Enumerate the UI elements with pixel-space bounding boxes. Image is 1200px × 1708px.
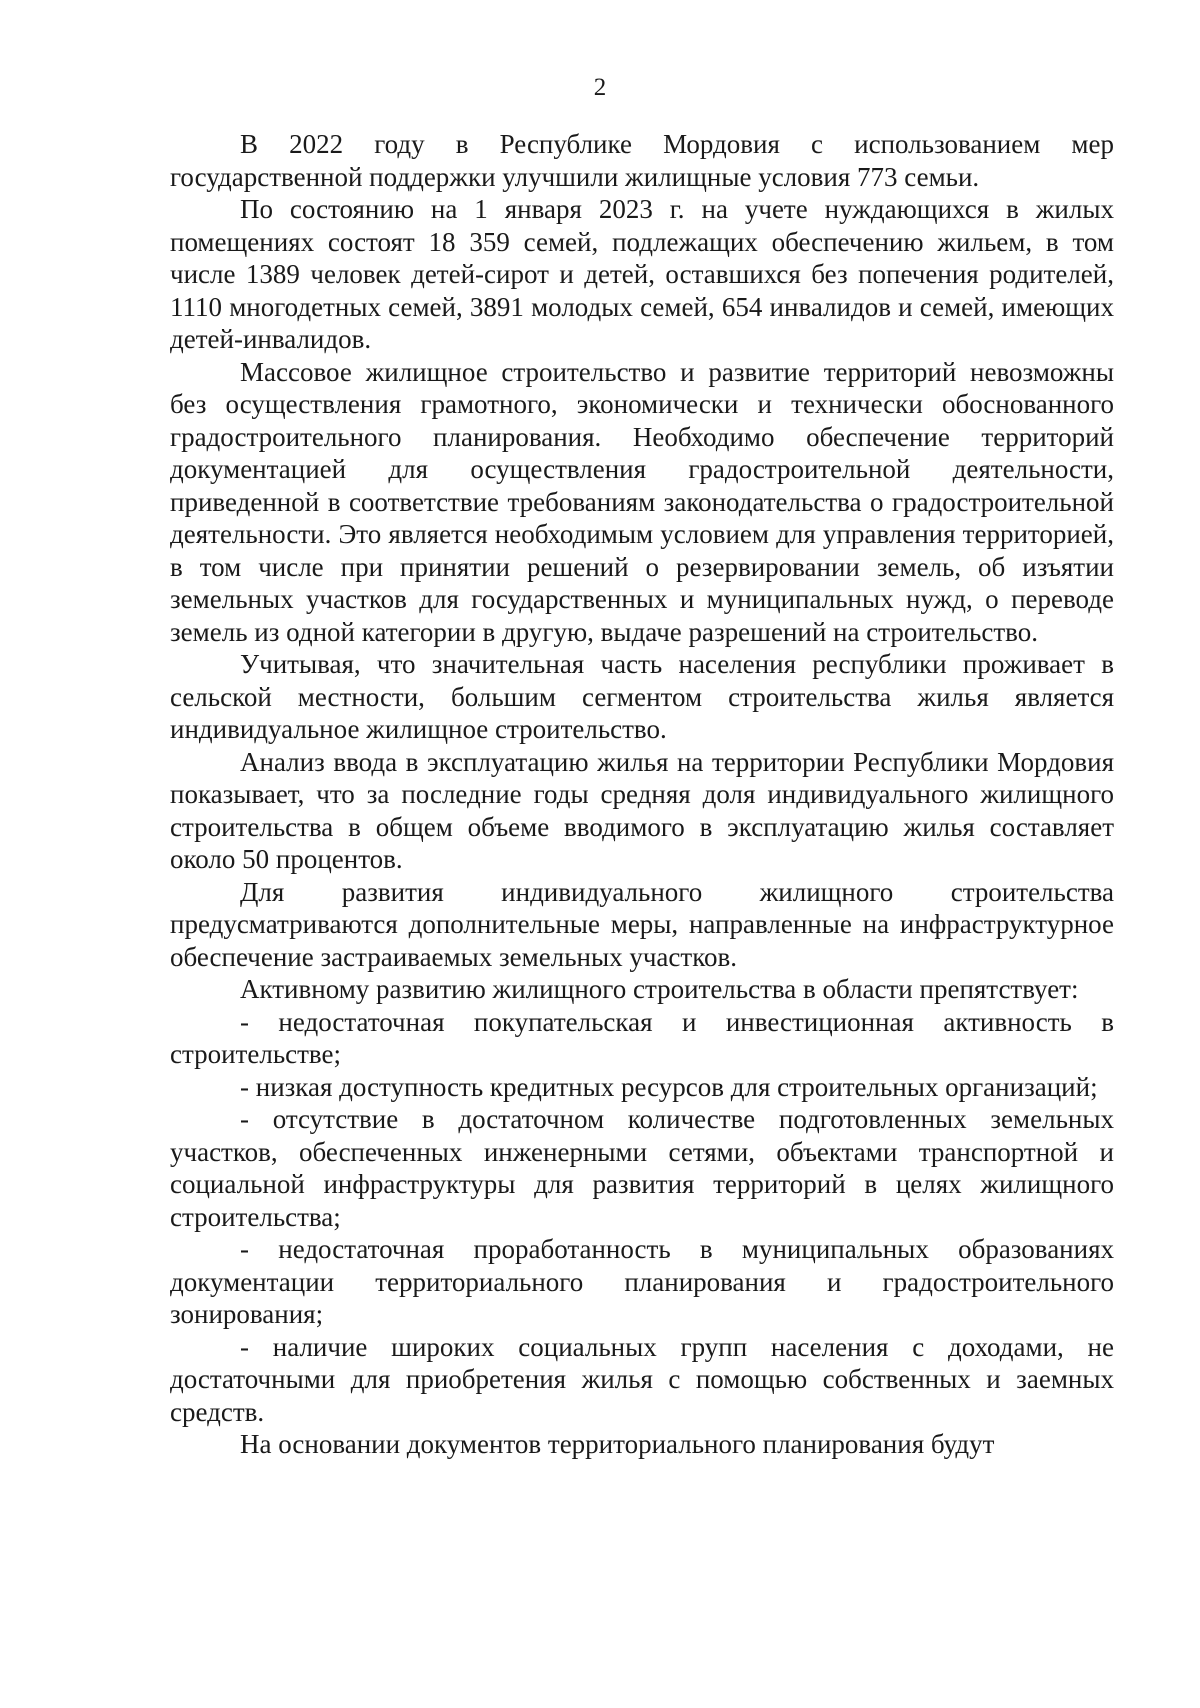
page-number: 2 xyxy=(593,74,607,101)
list-item-credit-access: - низкая доступность кредитных ресурсов для строительных организаций; xyxy=(240,1071,1098,1102)
document-body xyxy=(170,128,1114,1461)
list-item-low-income: - наличие широких социальных групп населения с доходами, не достаточными для приобретения жилья с помощью собственных и заемных средств. xyxy=(170,1331,1114,1427)
list-item-buyer-activity: - недостаточная покупательская и инвестиционная активность в строительстве; xyxy=(170,1006,1114,1069)
list-item-planning-docs: - недостаточная проработанность в муниципальных образованиях документации территориального планирования и градостроительного зонирования; xyxy=(170,1234,1114,1329)
paragraph-housing-improved: В 2022 году в Республике Мордовия с использованием мер государственной поддержки улучшили жилищные условия 773 семьи. xyxy=(170,129,1114,192)
paragraph-continuation: На основании документов территориального планирования будут xyxy=(240,1429,995,1459)
list-item-land-plots: - отсутствие в достаточном количестве подготовленных земельных участков, обеспеченных инженерными сетями, объектами транспортной и социальной инфраструктуры для развития территорий в целях жилищного строительства; xyxy=(170,1104,1114,1232)
paragraph-obstacles-intro: Активному развитию жилищного строительства в области препятствует: xyxy=(240,974,1079,1004)
paragraph-urban-planning: Массовое жилищное строительство и развитие территорий невозможны без осуществления грамотного, экономически и технически обоснованного градостроительного планирования. Необходимо обеспечение территорий документацией для осуществления градостроительной деятельности, приведенной в соответствие требованиям законодательства о градостроительной деятельности. Это является необходимым условием для управления территорией, в том числе при принятии решений о резервировании земель, об изъятии земельных участков для государственных и муниципальных нужд, о переводе земель из одной категории в другую, выдаче разрешений на строительство. xyxy=(170,356,1114,647)
paragraph-waiting-list: По состоянию на 1 января 2023 г. на учете нуждающихся в жилых помещениях состоят 18 359 семей, подлежащих обеспечению жильем, в том числе 1389 человек детей-сирот и детей, оставшихся без попечения родителей, 1110 многодетных семей, 3891 молодых семей, 654 инвалидов и семей, имеющих детей-инвалидов. xyxy=(170,194,1114,354)
paragraph-additional-measures: Для развития индивидуального жилищного строительства предусматриваются дополнительные меры, направленные на инфраструктурное обеспечение застраиваемых земельных участков. xyxy=(170,876,1114,972)
paragraph-commissioning-analysis: Анализ ввода в эксплуатацию жилья на территории Республики Мордовия показывает, что за последние годы средняя доля индивидуального жилищного строительства в общем объеме вводимого в эксплуатацию жилья составляет около 50 процентов. xyxy=(170,746,1114,874)
paragraph-rural-population: Учитывая, что значительная часть населения республики проживает в сельской местности, большим сегментом строительства жилья является индивидуальное жилищное строительство. xyxy=(170,649,1114,744)
